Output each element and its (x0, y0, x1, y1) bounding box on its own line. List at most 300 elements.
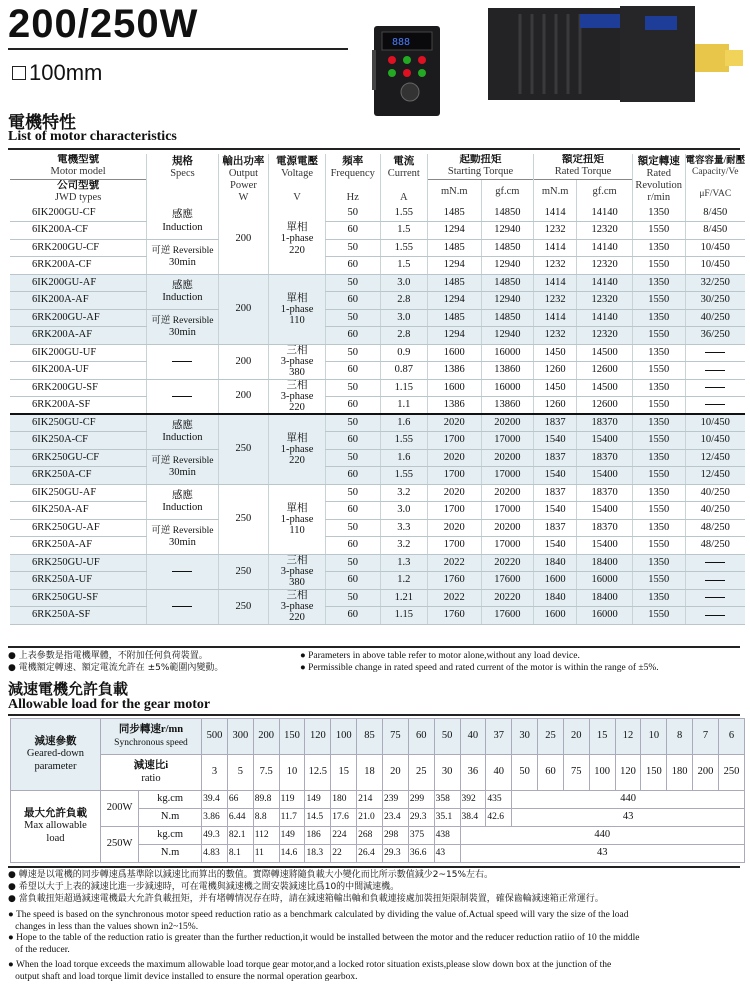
motor-st-nm: 1700 (427, 537, 481, 555)
gear-ratio: 150 (641, 755, 667, 791)
motor-rt-gf: 12320 (577, 327, 633, 345)
voltage-value: 380 (289, 577, 305, 589)
motor-current: 1.15 (380, 607, 427, 625)
motor-model: 6RK250A-SF (10, 607, 147, 625)
motor-capacity: 8/450 (685, 222, 745, 240)
motor-row (10, 519, 745, 537)
gear-load-value: 43 (434, 845, 460, 863)
motor-capacity: 48/250 (685, 519, 745, 537)
motor-current: 3.0 (380, 502, 427, 520)
motor-output: 250 (218, 484, 268, 554)
gear-speed: 85 (357, 719, 383, 755)
gear-load-value: 438 (434, 827, 460, 845)
motor-model: 6IK250GU-CF (10, 414, 147, 432)
motor-freq: 60 (325, 607, 380, 625)
gear-load-value: 36.6 (408, 845, 434, 863)
gear-ratio: 12.5 (305, 755, 331, 791)
voltage-value: 110 (289, 314, 305, 326)
maxload-en2: load (46, 832, 65, 844)
motor-model: 6IK250GU-AF (10, 484, 147, 502)
voltage-phase-en: 1-phase (280, 513, 314, 525)
motor-voltage (269, 414, 326, 484)
motor-capacity (685, 607, 745, 625)
motor-rt-gf: 18400 (577, 589, 633, 607)
gear-ratio: 18 (357, 755, 383, 791)
motor-row (10, 257, 745, 275)
voltage-value: 220 (289, 612, 305, 624)
gear-unit: kg.cm (139, 791, 202, 809)
dash-mark (705, 615, 725, 616)
motor-row (10, 449, 745, 467)
motor-row (10, 379, 745, 397)
gear-load-value: 89.8 (253, 791, 279, 809)
motor-current: 3.0 (380, 274, 427, 292)
motor-voltage (269, 204, 326, 274)
motor-st-gf: 14850 (481, 274, 534, 292)
motor-freq: 50 (325, 519, 380, 537)
gear-note-en-3: ● When the load torque exceeds the maximum allowable load torque gear motor,and a locked rotor situation exists,please slow down box at the junction of the output shaft and load torque limit device installed to ensure the normal operation gearbox. (8, 960, 612, 982)
gear-load-value: 14.5 (305, 809, 331, 827)
gear-motor-image (480, 2, 745, 104)
spec-reversible: 可逆 Reversible (151, 245, 214, 256)
motor-model: 6IK200A-UF (10, 362, 147, 380)
dash-mark (172, 396, 192, 397)
motor-speed: 1350 (632, 379, 685, 397)
motor-capacity: 40/250 (685, 309, 745, 327)
motor-rt-gf: 12600 (577, 397, 633, 415)
motor-freq: 60 (325, 327, 380, 345)
voltage-value: 220 (289, 402, 305, 413)
motor-speed: 1550 (632, 502, 685, 520)
gear-load-value: 186 (305, 827, 331, 845)
note-cn-2: ● 電機額定轉速、額定電流允許在 ±5%範圍內變動。 (8, 663, 224, 673)
gear-speed: 12 (615, 719, 641, 755)
param-cn: 減速參數 (34, 736, 77, 748)
gear-param-label (11, 719, 101, 791)
motor-speed: 1550 (632, 292, 685, 310)
svg-text:888: 888 (392, 37, 411, 48)
motor-capacity: 40/250 (685, 502, 745, 520)
motor-st-nm: 2020 (427, 414, 481, 432)
dash-mark (705, 387, 725, 388)
motor-st-gf: 12940 (481, 222, 534, 240)
speed-controller-image (372, 20, 444, 118)
gear-ratio: 120 (615, 755, 641, 791)
gear-load-value: 3.86 (202, 809, 228, 827)
gear-load-value: 23.4 (382, 809, 408, 827)
gear-load-value: 29.3 (408, 809, 434, 827)
gear-speed: 40 (460, 719, 486, 755)
motor-rt-nm: 1540 (534, 432, 577, 450)
motor-current: 1.6 (380, 449, 427, 467)
gear-load-value: 14.6 (279, 845, 305, 863)
spec-reversible: 可逆 Reversible (151, 455, 214, 466)
gear-speed: 20 (563, 719, 589, 755)
motor-row (10, 397, 745, 415)
motor-output: 200 (218, 274, 268, 344)
gear-row-ratio (11, 755, 745, 791)
motor-st-gf: 20200 (481, 484, 534, 502)
gear-ratio: 50 (512, 755, 538, 791)
motor-st-gf: 20200 (481, 519, 534, 537)
motor-model: 6IK200A-AF (10, 292, 147, 310)
motor-st-gf: 20200 (481, 449, 534, 467)
voltage-phase-cn: 單相 (286, 502, 308, 514)
motor-st-gf: 17600 (481, 572, 534, 590)
motor-freq: 60 (325, 362, 380, 380)
motor-rt-nm: 1837 (534, 414, 577, 432)
header-voltage: 電源電壓 Voltage V (269, 154, 326, 204)
motor-voltage (269, 344, 326, 379)
motor-section-title-cn: 電機特性 (8, 113, 76, 133)
gear-sync-label (100, 719, 201, 755)
header-start-nm: mN.m (427, 179, 481, 204)
motor-rt-nm: 1837 (534, 519, 577, 537)
gear-ratio: 40 (486, 755, 512, 791)
gear-load-value: 268 (357, 827, 383, 845)
motor-row (10, 414, 745, 432)
motor-model: 6RK200A-SF (10, 397, 147, 415)
dash-mark (172, 361, 192, 362)
gear-speed: 8 (667, 719, 693, 755)
motor-row (10, 292, 745, 310)
spec-reversible: 可逆 Reversible (151, 315, 214, 326)
gear-load-value: 82.1 (227, 827, 253, 845)
gear-row-load (11, 791, 745, 809)
notes-divider (8, 646, 740, 648)
motor-notes-en (300, 650, 745, 674)
spec-induction-en: Induction (162, 501, 203, 513)
param-en2: parameter (34, 760, 77, 772)
motor-freq: 50 (325, 449, 380, 467)
motor-row (10, 554, 745, 572)
motor-voltage (269, 484, 326, 554)
motor-current: 3.2 (380, 537, 427, 555)
motor-current: 1.5 (380, 257, 427, 275)
motor-row (10, 484, 745, 502)
motor-speed: 1550 (632, 537, 685, 555)
gear-ratio: 10 (279, 755, 305, 791)
motor-rt-gf: 14140 (577, 204, 633, 222)
motor-st-gf: 20220 (481, 554, 534, 572)
gear-speed: 120 (305, 719, 331, 755)
motor-model: 6RK250GU-SF (10, 589, 147, 607)
header-rated-gf: gf.cm (577, 179, 633, 204)
motor-current: 0.87 (380, 362, 427, 380)
motor-speed: 1350 (632, 344, 685, 362)
dash-mark (705, 352, 725, 353)
motor-rt-gf: 12600 (577, 362, 633, 380)
motor-current: 1.21 (380, 589, 427, 607)
gear-allowable-load-table (10, 718, 745, 863)
title-divider (8, 48, 348, 50)
motor-rt-gf: 18370 (577, 519, 633, 537)
voltage-phase-cn: 單相 (286, 432, 308, 444)
gear-watt-label: 200W (100, 791, 138, 827)
spec-induction-en: Induction (162, 291, 203, 303)
gear-load-value: 18.3 (305, 845, 331, 863)
motor-rt-nm: 1260 (534, 362, 577, 380)
motor-capacity: 32/250 (685, 274, 745, 292)
spec-induction-cn: 感應 (171, 419, 193, 431)
gear-ratio: 5 (227, 755, 253, 791)
motor-st-nm: 1294 (427, 222, 481, 240)
motor-row (10, 589, 745, 607)
motor-st-nm: 1485 (427, 204, 481, 222)
motor-st-nm: 1600 (427, 379, 481, 397)
motor-st-nm: 1294 (427, 327, 481, 345)
gear-load-value: 42.6 (486, 809, 512, 827)
frame-size (12, 60, 102, 86)
motor-capacity: 10/450 (685, 414, 745, 432)
motor-st-nm: 1485 (427, 309, 481, 327)
motor-spec (147, 379, 219, 414)
voltage-phase-cn: 三相 (286, 590, 308, 602)
motor-rt-gf: 14140 (577, 239, 633, 257)
motor-rt-nm: 1840 (534, 589, 577, 607)
motor-model: 6IK200GU-CF (10, 204, 147, 222)
motor-rt-gf: 15400 (577, 502, 633, 520)
motor-model: 6RK250GU-UF (10, 554, 147, 572)
gear-load-max: 43 (460, 845, 745, 863)
header-rated-speed: 額定轉速 Rated Revolution r/min (632, 154, 685, 204)
motor-rt-nm: 1540 (534, 537, 577, 555)
motor-model: 6RK250A-AF (10, 537, 147, 555)
motor-rt-gf: 12320 (577, 257, 633, 275)
motor-rt-nm: 1232 (534, 222, 577, 240)
motor-row (10, 222, 745, 240)
voltage-phase-cn: 單相 (286, 292, 308, 304)
motor-st-nm: 1700 (427, 467, 481, 485)
note-en-1: ● Parameters in above table refer to motor alone,without any load device. (300, 651, 580, 661)
motor-st-gf: 14850 (481, 239, 534, 257)
motor-rt-nm: 1232 (534, 327, 577, 345)
motor-speed: 1550 (632, 467, 685, 485)
motor-speed: 1550 (632, 432, 685, 450)
motor-rt-nm: 1232 (534, 257, 577, 275)
maxload-en1: Max allowable (24, 820, 87, 832)
gear-watt-label: 250W (100, 827, 138, 863)
motor-current: 1.1 (380, 397, 427, 415)
motor-speed: 1550 (632, 257, 685, 275)
gear-load-value: 214 (357, 791, 383, 809)
motor-freq: 60 (325, 397, 380, 415)
motor-rt-nm: 1450 (534, 379, 577, 397)
motor-rt-gf: 14140 (577, 274, 633, 292)
motor-rt-nm: 1840 (534, 554, 577, 572)
gear-load-value: 26.4 (357, 845, 383, 863)
motor-capacity: 12/450 (685, 467, 745, 485)
motor-output: 250 (218, 414, 268, 484)
motor-rt-gf: 18370 (577, 414, 633, 432)
motor-freq: 50 (325, 204, 380, 222)
dash-mark (172, 571, 192, 572)
gear-load-value: 11.7 (279, 809, 305, 827)
header-output: 輸出功率 Output Power W (218, 154, 268, 204)
motor-freq: 50 (325, 309, 380, 327)
motor-speed: 1350 (632, 484, 685, 502)
motor-current: 3.0 (380, 309, 427, 327)
note-cn-1: ● 上表參數是指電機單體，不附加任何負荷裝置。 (8, 651, 208, 661)
motor-freq: 60 (325, 292, 380, 310)
header-specs: 規格 Specs (147, 154, 219, 204)
motor-freq: 50 (325, 274, 380, 292)
spec-time: 30min (169, 256, 196, 268)
motor-row (10, 362, 745, 380)
gear-load-value: 8.8 (253, 809, 279, 827)
gear-load-value: 35.1 (434, 809, 460, 827)
motor-freq: 50 (325, 239, 380, 257)
motor-rt-gf: 14140 (577, 309, 633, 327)
motor-st-gf: 17600 (481, 607, 534, 625)
gear-load-value: 112 (253, 827, 279, 845)
motor-current: 2.8 (380, 327, 427, 345)
motor-st-gf: 16000 (481, 379, 534, 397)
motor-spec (147, 344, 219, 379)
motor-capacity (685, 344, 745, 362)
gear-ratio: 180 (667, 755, 693, 791)
gear-load-max: 440 (460, 827, 745, 845)
motor-model: 6RK200A-CF (10, 257, 147, 275)
motor-speed: 1350 (632, 204, 685, 222)
gear-load-value: 49.3 (202, 827, 228, 845)
motor-rt-nm: 1232 (534, 292, 577, 310)
motor-st-gf: 17000 (481, 502, 534, 520)
dash-mark (705, 562, 725, 563)
motor-st-gf: 17000 (481, 467, 534, 485)
gear-speed: 6 (718, 719, 744, 755)
motor-speed: 1550 (632, 572, 685, 590)
motor-freq: 50 (325, 414, 380, 432)
motor-rt-gf: 18370 (577, 449, 633, 467)
note-en-2: ● Permissible change in rated speed and rated current of the motor is within the range of ±5%. (300, 663, 659, 673)
gear-load-value: 11 (253, 845, 279, 863)
gear-load-max: 440 (512, 791, 745, 809)
spec-time: 30min (169, 536, 196, 548)
gear-notes (8, 869, 746, 983)
voltage-phase-cn: 三相 (286, 379, 308, 391)
header-current: 電流 Current A (380, 154, 427, 204)
gear-load-value: 239 (382, 791, 408, 809)
motor-st-gf: 17000 (481, 432, 534, 450)
motor-capacity: 10/450 (685, 432, 745, 450)
square-icon (12, 66, 26, 80)
motor-speed: 1350 (632, 519, 685, 537)
motor-row (10, 344, 745, 362)
motor-speed: 1550 (632, 607, 685, 625)
motor-speed: 1550 (632, 327, 685, 345)
motor-row (10, 572, 745, 590)
motor-st-nm: 1386 (427, 362, 481, 380)
gear-load-value: 119 (279, 791, 305, 809)
header-frequency: 頻率 Frequency Hz (325, 154, 380, 204)
motor-rt-gf: 12320 (577, 292, 633, 310)
motor-section-title-en: List of motor characteristics (8, 129, 177, 144)
motor-st-nm: 1294 (427, 292, 481, 310)
gear-load-value: 149 (305, 791, 331, 809)
motor-st-nm: 1485 (427, 239, 481, 257)
frame-size-label: 100mm (29, 60, 103, 85)
motor-model: 6RK200GU-AF (10, 309, 147, 327)
gear-load-value: 66 (227, 791, 253, 809)
motor-rt-gf: 16000 (577, 607, 633, 625)
gear-speed: 15 (589, 719, 615, 755)
voltage-value: 220 (289, 244, 305, 256)
spec-time: 30min (169, 466, 196, 478)
voltage-phase-en: 3-phase (280, 566, 314, 578)
motor-output: 250 (218, 589, 268, 624)
gear-ratio: 200 (693, 755, 719, 791)
motor-model: 6IK250A-AF (10, 502, 147, 520)
motor-spec (147, 484, 219, 519)
gear-load-value: 39.4 (202, 791, 228, 809)
motor-capacity: 30/250 (685, 292, 745, 310)
motor-spec (147, 274, 219, 309)
voltage-phase-cn: 三相 (286, 345, 308, 357)
motor-speed: 1550 (632, 222, 685, 240)
maxload-cn: 最大允許負載 (23, 808, 87, 820)
dash-mark (705, 580, 725, 581)
motor-current: 1.55 (380, 467, 427, 485)
motor-st-nm: 1294 (427, 257, 481, 275)
motor-capacity: 10/450 (685, 239, 745, 257)
gear-notes-divider (8, 866, 740, 868)
motor-rt-gf: 16000 (577, 572, 633, 590)
motor-rt-gf: 14500 (577, 379, 633, 397)
motor-current: 0.9 (380, 344, 427, 362)
motor-characteristics-table (10, 154, 745, 625)
gear-speed: 25 (538, 719, 564, 755)
motor-row (10, 467, 745, 485)
motor-current: 1.3 (380, 554, 427, 572)
gear-unit: kg.cm (139, 827, 202, 845)
dash-mark (705, 404, 725, 405)
gear-ratio: 100 (589, 755, 615, 791)
motor-rt-nm: 1414 (534, 274, 577, 292)
motor-freq: 60 (325, 222, 380, 240)
motor-current: 1.15 (380, 379, 427, 397)
gear-unit: N.m (139, 845, 202, 863)
gear-speed: 30 (512, 719, 538, 755)
motor-capacity (685, 554, 745, 572)
gear-speed: 150 (279, 719, 305, 755)
gear-load-max: 43 (512, 809, 745, 827)
motor-capacity (685, 362, 745, 380)
motor-current: 3.2 (380, 484, 427, 502)
motor-speed: 1550 (632, 397, 685, 415)
motor-speed: 1350 (632, 414, 685, 432)
spec-time: 30min (169, 326, 196, 338)
motor-capacity: 40/250 (685, 484, 745, 502)
motor-rt-gf: 18400 (577, 554, 633, 572)
motor-st-nm: 2022 (427, 554, 481, 572)
voltage-phase-cn: 單相 (286, 222, 308, 234)
motor-st-gf: 13860 (481, 362, 534, 380)
motor-capacity: 10/450 (685, 257, 745, 275)
motor-rt-gf: 15400 (577, 432, 633, 450)
motor-st-nm: 1700 (427, 432, 481, 450)
motor-rt-nm: 1414 (534, 204, 577, 222)
motor-rt-nm: 1540 (534, 467, 577, 485)
page-title: 200/250W (8, 2, 199, 46)
gear-load-value: 180 (331, 791, 357, 809)
voltage-phase-en: 1-phase (280, 303, 314, 315)
motor-spec (147, 449, 219, 484)
dash-mark (705, 370, 725, 371)
gear-speed: 75 (382, 719, 408, 755)
header-model: 電機型號 Motor model (10, 154, 147, 179)
ratio-cn: 減速比i (133, 760, 169, 772)
